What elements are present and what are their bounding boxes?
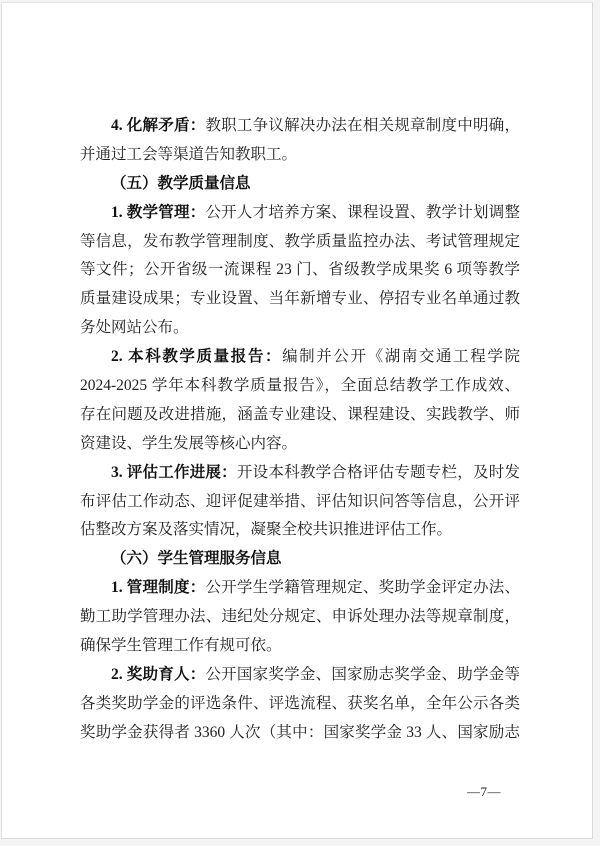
text-line xyxy=(80,228,520,257)
text-run: 公开国家奖学金、国家励志奖学金、助学金等 xyxy=(205,665,520,683)
text-line xyxy=(80,343,520,372)
bold-text-run: （六）学生管理服务信息 xyxy=(111,550,282,568)
bold-text-run: 2. 本科教学质量报告： xyxy=(111,348,283,366)
text-run: 等信息，发布教学管理制度、教学质量监控办法、考试管理规定 xyxy=(80,232,520,250)
text-line xyxy=(80,430,520,459)
bold-text-run: 1. 教学管理： xyxy=(111,203,206,221)
section-heading xyxy=(80,545,520,574)
text-run: 布评估工作动态、迎评促建举措、评估知识问答等信息，公开评 xyxy=(80,492,520,510)
text-line xyxy=(80,690,520,719)
text-line xyxy=(80,401,520,430)
text-run: 确保学生管理工作有规可依。 xyxy=(80,637,282,655)
text-run: 教职工争议解决办法在相关规章制度中明确， xyxy=(205,117,520,134)
text-run: 勤工助学管理办法、违纪处分规定、申诉处理办法等规章制度， xyxy=(80,608,520,626)
text-run: 2024-2025 学年本科教学质量报告》，全面总结教学工作成效、 xyxy=(80,377,520,395)
text-line xyxy=(80,141,520,170)
page-content xyxy=(2,3,592,748)
bold-text-run: 2. 奖助育人： xyxy=(111,665,206,683)
text-line xyxy=(80,661,520,690)
text-run: 并通过工会等渠道告知教职工。 xyxy=(80,145,298,163)
text-line xyxy=(80,488,520,517)
bold-text-run: 4. 化解矛盾： xyxy=(111,117,206,134)
text-line xyxy=(80,574,520,603)
text-line xyxy=(80,459,520,488)
text-run: 各类奖助学金的评选条件、评选流程、获奖名单，全年公示各类 xyxy=(80,694,520,712)
page-number: —7— xyxy=(467,784,501,799)
bold-text-run: 3. 评估工作进展： xyxy=(111,463,237,481)
text-run: 务处网站公布。 xyxy=(80,319,189,337)
text-run: 估整改方案及落实情况，凝聚全校共识推进评估工作。 xyxy=(80,521,453,539)
text-line xyxy=(80,285,520,314)
text-run: 奖助学金获得者 3360 人次（其中：国家奖学金 33 人、国家励志 xyxy=(80,723,520,741)
text-line xyxy=(80,199,520,228)
text-run: 等文件；公开省级一流课程 23 门、省级教学成果奖 6 项等教学 xyxy=(80,261,520,279)
bold-text-run: （五）教学质量信息 xyxy=(111,174,251,192)
text-run: 存在问题及改进措施，涵盖专业建设、课程建设、实践教学、师 xyxy=(80,405,520,423)
text-run: 公开学生学籍管理规定、奖助学金评定办法、 xyxy=(205,579,520,597)
page-sheet xyxy=(1,2,593,839)
text-line xyxy=(80,112,520,141)
text-run: 质量建设成果；专业设置、当年新增专业、停招专业名单通过教 xyxy=(80,290,520,308)
text-run: 资建设、学生发展等核心内容。 xyxy=(80,434,298,452)
text-run: 编制并公开《湖南交通工程学院 xyxy=(282,348,520,366)
section-heading xyxy=(80,170,520,199)
text-line xyxy=(80,632,520,661)
text-line xyxy=(80,256,520,285)
text-line xyxy=(80,603,520,632)
text-line xyxy=(80,314,520,343)
text-line xyxy=(80,719,520,748)
text-run: 开设本科教学合格评估专题专栏，及时发 xyxy=(236,463,520,481)
text-line xyxy=(80,372,520,401)
text-line xyxy=(80,516,520,545)
text-run: 公开人才培养方案、课程设置、教学计划调整 xyxy=(205,203,520,221)
bold-text-run: 1. 管理制度： xyxy=(111,579,206,597)
